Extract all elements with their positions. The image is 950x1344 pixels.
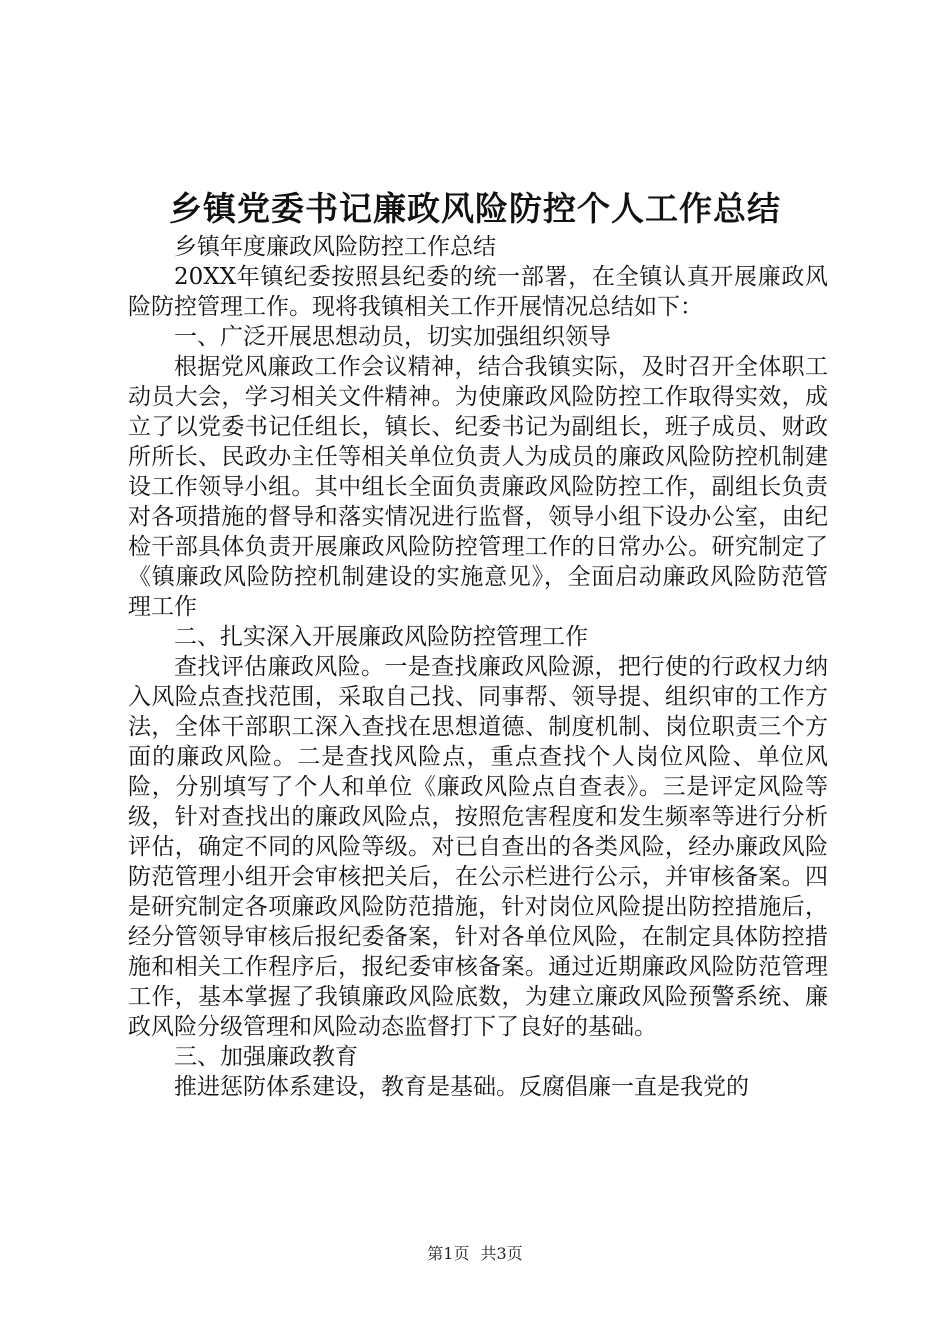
page-number: 第1页 <box>427 1244 470 1263</box>
page-footer <box>0 1244 950 1264</box>
document-title: 乡镇党委书记廉政风险防控个人工作总结 <box>169 189 781 228</box>
section-heading-2: 二、扎实深入开展廉政风险防控管理工作 <box>174 624 588 650</box>
section-1-paragraph: 根据党风廉政工作会议精神，结合我镇实际，及时召开全体职工动员大会，学习相关文件精神。为使廉政风险防控工作取得实效，成立了以党委书记任组长，镇长、纪委书记为副组长，班子成员、财政所所长、民政办主任等相关单位负责人为成员的廉政风险防控机制建设工作领导小组。其中组长全面负责廉政风险防控工作，副组长负责对各项措施的督导和落实情况进行监督，领导小组下设办公室，由纪检干部具体负责开展廉政风险防控管理工作的日常办公。研究制定了《镇廉政风险防控机制建设的实施意见》，全面启动廉政风险防范管理工作 <box>128 354 828 620</box>
section-heading-3: 三、加强廉政教育 <box>174 1044 358 1070</box>
document-body <box>128 232 828 1102</box>
section-2-paragraph: 查找评估廉政风险。一是查找廉政风险源，把行使的行政权力纳入风险点查找范围，采取自己找、同事帮、领导提、组织审的工作方法，全体干部职工深入查找在思想道德、制度机制、岗位职责三个方面的廉政风险。二是查找风险点，重点查找个人岗位风险、单位风险，分别填写了个人和单位《廉政风险点自查表》。三是评定风险等级，针对查找出的廉政风险点，按照危害程度和发生频率等进行分析评估，确定不同的风险等级。对已自查出的各类风险，经办廉政风险防范管理小组开会审核把关后，在公示栏进行公示，并审核备案。四是研究制定各项廉政风险防范措施，针对岗位风险提出防控措施后，经分管领导审核后报纪委备案，针对各单位风险，在制定具体防控措施和相关工作程序后，报纪委审核备案。通过近期廉政风险防范管理工作，基本掌握了我镇廉政风险底数，为建立廉政风险预警系统、廉政风险分级管理和风险动态监督打下了良好的基础。 <box>128 654 828 1040</box>
subtitle-paragraph: 乡镇年度廉政风险防控工作总结 <box>174 234 496 260</box>
page-total: 共3页 <box>480 1244 523 1263</box>
section-3-paragraph: 推进惩防体系建设，教育是基础。反腐倡廉一直是我党的 <box>174 1074 749 1100</box>
section-heading-1: 一、广泛开展思想动员，切实加强组织领导 <box>174 324 611 350</box>
intro-paragraph: 20XX年镇纪委按照县纪委的统一部署，在全镇认真开展廉政风险防控管理工作。现将我镇相关工作开展情况总结如下： <box>128 264 828 320</box>
